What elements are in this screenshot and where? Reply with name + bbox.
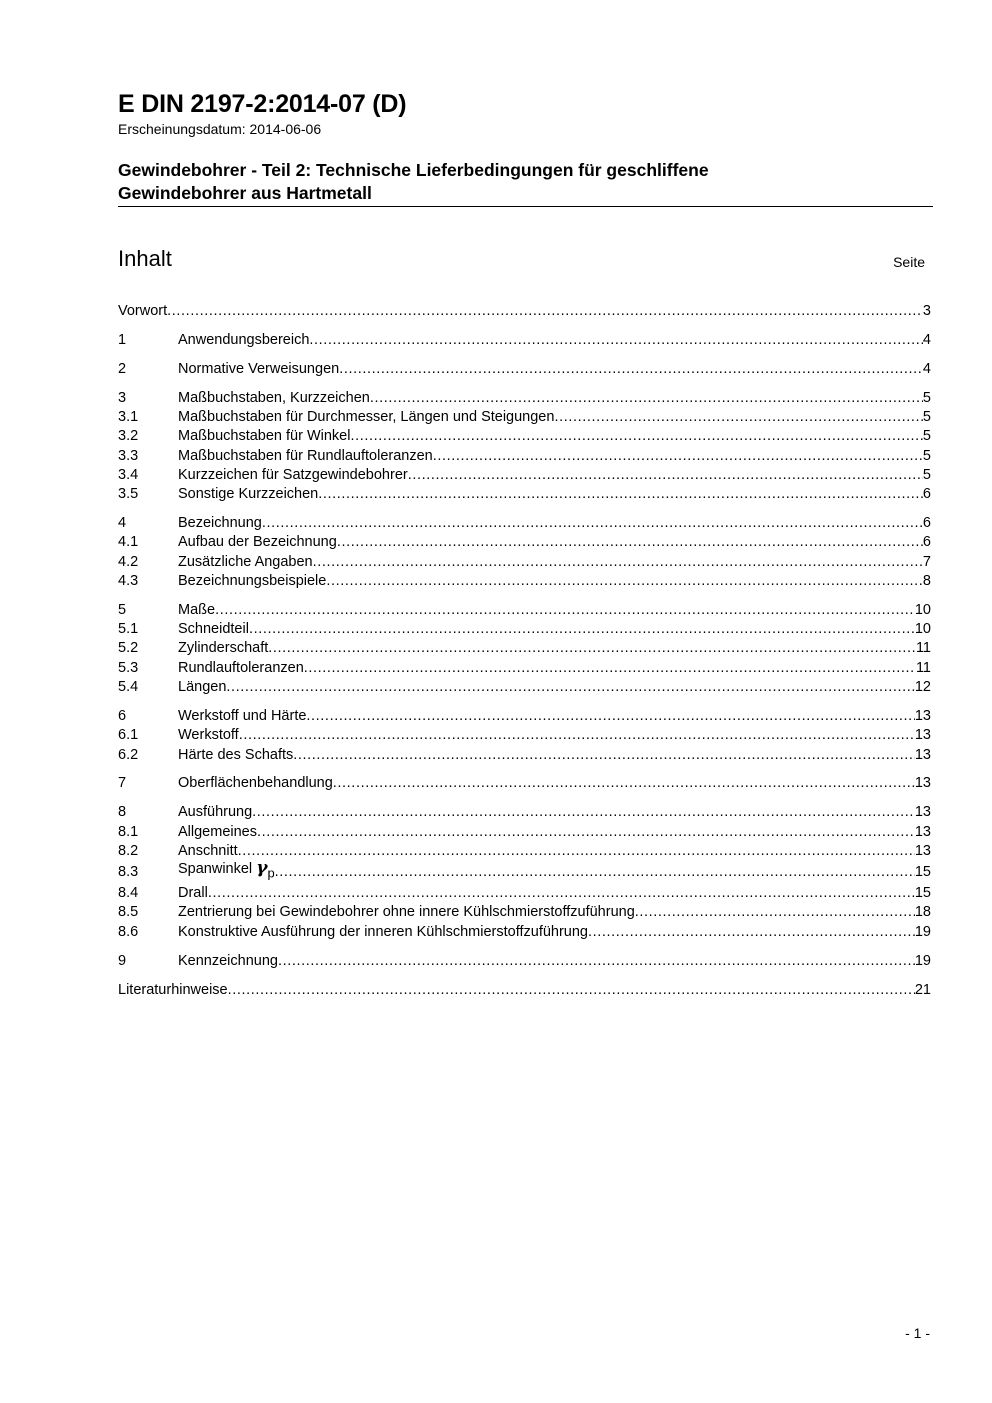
toc-entry-number: 3.5	[118, 486, 139, 503]
toc-entry-page: 13	[914, 823, 931, 840]
toc-entry-number: 4	[118, 515, 127, 532]
toc-entry-number: 5.1	[118, 621, 139, 638]
leader-dots	[309, 331, 923, 350]
toc-entry-page: 5	[922, 389, 931, 406]
leader-dots	[433, 447, 923, 466]
toc-entry-page: 4	[922, 331, 931, 348]
toc-entry-number: 8.5	[118, 904, 139, 921]
toc-entry-page: 12	[914, 679, 931, 696]
toc-entry-page: 13	[914, 842, 931, 859]
toc-entry-text: Zusätzliche Angaben	[178, 553, 313, 570]
toc-entry-text: Literaturhinweise	[118, 981, 228, 998]
toc-entry-page: 10	[914, 621, 931, 638]
toc-entry-8-6[interactable]	[118, 923, 931, 942]
toc-entry-3[interactable]	[118, 389, 931, 408]
toc-entry-number: 6	[118, 707, 127, 724]
leader-dots	[252, 803, 915, 822]
leader-dots	[313, 553, 923, 572]
toc-entry-3-1[interactable]	[118, 408, 931, 427]
toc-entry-page: 5	[922, 466, 931, 483]
toc-entry-8-1[interactable]	[118, 823, 931, 842]
leader-dots	[262, 514, 923, 533]
document-id: E DIN 2197-2:2014-07 (D)	[118, 90, 407, 118]
toc-entry-3-3[interactable]	[118, 447, 931, 466]
toc-entry-number: 5.3	[118, 659, 139, 676]
toc-entry-text: Anschnitt	[178, 842, 238, 859]
leader-dots	[635, 903, 915, 922]
toc-entry-5-2[interactable]	[118, 639, 931, 658]
toc-entry-text: Maßbuchstaben für Durchmesser, Längen und Steigungen	[178, 408, 555, 425]
leader-dots	[339, 360, 923, 379]
toc-entry-number: 8.2	[118, 842, 139, 859]
toc-entry-number: 2	[118, 360, 127, 377]
toc-entry-text: Schneidteil	[178, 621, 249, 638]
toc-entry-number: 3	[118, 389, 127, 406]
toc-entry-8[interactable]	[118, 803, 931, 822]
leader-dots	[293, 746, 915, 765]
leader-dots	[408, 466, 923, 485]
toc-entry-page: 6	[922, 486, 931, 503]
toc-entry-page: 5	[922, 447, 931, 464]
title-line-2: Gewindebohrer aus Hartmetall	[118, 183, 372, 203]
leader-dots	[554, 408, 922, 427]
toc-entry-5-1[interactable]	[118, 620, 931, 639]
toc-entry-text: Normative Verweisungen	[178, 360, 340, 377]
gamma-symbol	[256, 857, 275, 881]
toc-entry-1[interactable]	[118, 331, 931, 350]
toc-entry-8-4[interactable]	[118, 884, 931, 903]
leader-dots	[326, 572, 923, 591]
toc-entry-text: Maßbuchstaben, Kurzzeichen	[178, 389, 370, 406]
toc-entry-9[interactable]	[118, 952, 931, 971]
toc-entry-text: Vorwort	[118, 303, 168, 319]
leader-dots	[318, 485, 923, 504]
toc-entry-page: 11	[915, 659, 931, 676]
toc-entry-number: 3.2	[118, 428, 139, 445]
toc-entry-text	[178, 857, 275, 884]
toc-entry-number: 5.2	[118, 640, 139, 657]
toc-entry-6[interactable]	[118, 707, 931, 726]
toc-entry-text: Ausführung	[178, 804, 253, 821]
toc-entry-literaturhinweise[interactable]	[118, 981, 931, 1000]
toc-entry-number: 8	[118, 804, 127, 821]
toc-entry-3-4[interactable]	[118, 466, 931, 485]
leader-dots	[228, 981, 915, 1000]
toc-entry-text: Werkstoff und Härte	[178, 707, 307, 724]
page-number: - 1 -	[905, 1325, 930, 1341]
leader-dots	[306, 707, 914, 726]
toc-entry-text: Zentrierung bei Gewindebohrer ohne innere Kühlschmierstoffzuführung	[178, 904, 635, 921]
leader-dots	[370, 389, 923, 408]
toc-entry-page: 8	[922, 572, 931, 589]
toc-entry-number: 6.1	[118, 727, 139, 744]
toc-entry-page: 3	[922, 303, 931, 319]
leader-dots	[304, 659, 916, 678]
toc-entry-label: Spanwinkel	[178, 860, 253, 877]
toc-entry-text: Maßbuchstaben für Rundlauftoleranzen	[178, 447, 433, 464]
toc-entry-text: Sonstige Kurzzeichen	[178, 486, 319, 503]
toc-entry-page: 11	[915, 640, 931, 657]
toc-entry-text: Härte des Schafts	[178, 746, 294, 763]
publication-date: Erscheinungsdatum: 2014-06-06	[118, 121, 322, 137]
toc-entry-text: Konstruktive Ausführung der inneren Kühlschmierstoffzuführung	[178, 923, 589, 940]
toc-entry-page: 13	[914, 775, 931, 792]
leader-dots	[337, 533, 923, 552]
toc-entry-page: 19	[914, 923, 931, 940]
leader-dots	[226, 678, 914, 697]
leader-dots	[208, 884, 915, 903]
toc-entry-text: Allgemeines	[178, 823, 257, 840]
leader-dots	[588, 923, 915, 942]
toc-entry-page: 10	[914, 601, 931, 618]
toc-entry-page: 7	[922, 553, 931, 570]
title-line-1: Gewindebohrer - Teil 2: Technische Lieferbedingungen für geschliffene	[118, 160, 709, 180]
toc-entry-4-2[interactable]	[118, 553, 931, 572]
toc-entry-text: Werkstoff	[178, 727, 239, 744]
symbol-subscript: p	[267, 865, 275, 881]
toc-entry-page: 19	[914, 952, 931, 969]
toc-entry-text: Kurzzeichen für Satzgewindebohrer	[178, 466, 408, 483]
toc-entry-number: 4.1	[118, 534, 139, 551]
toc-entry-number: 3.3	[118, 447, 139, 464]
toc-entry-page: 15	[914, 885, 931, 902]
toc-entry-text: Längen	[178, 679, 227, 696]
symbol-gamma: γ	[256, 857, 268, 878]
toc-entry-4-3[interactable]	[118, 572, 931, 591]
toc-entry-page: 13	[914, 804, 931, 821]
toc-entry-3-5[interactable]	[118, 485, 931, 504]
leader-dots	[275, 861, 915, 884]
toc-entry-number: 6.2	[118, 746, 139, 763]
toc-entry-page: 13	[914, 727, 931, 744]
table-of-contents	[118, 302, 931, 1000]
toc-entry-page: 6	[922, 515, 931, 532]
toc-entry-text: Maße	[178, 601, 216, 618]
toc-page-label: Seite	[893, 254, 925, 270]
toc-entry-number: 8.6	[118, 923, 139, 940]
toc-entry-2[interactable]	[118, 360, 931, 379]
title-divider	[118, 206, 933, 207]
toc-entry-text: Kennzeichnung	[178, 952, 278, 969]
toc-heading: Inhalt	[118, 246, 172, 271]
toc-entry-number: 8.1	[118, 823, 139, 840]
toc-entry-6-2[interactable]	[118, 746, 931, 765]
toc-entry-text: Bezeichnungsbeispiele	[178, 572, 327, 589]
toc-entry-number: 4.3	[118, 572, 139, 589]
leader-dots	[350, 427, 922, 446]
toc-entry-8-3[interactable]	[118, 857, 931, 884]
toc-entry-text: Rundlauftoleranzen	[178, 659, 304, 676]
toc-entry-number: 1	[118, 331, 127, 348]
toc-entry-4[interactable]	[118, 514, 931, 533]
leader-dots	[239, 726, 915, 745]
toc-entry-page: 18	[914, 904, 931, 921]
leader-dots	[238, 842, 915, 861]
document-title	[118, 159, 933, 205]
toc-entry-page: 13	[914, 746, 931, 763]
toc-entry-8-5[interactable]	[118, 903, 931, 922]
toc-entry-text: Zylinderschaft	[178, 640, 269, 657]
toc-entry-number: 5.4	[118, 679, 139, 696]
leader-dots	[268, 639, 916, 658]
leader-dots	[257, 823, 915, 842]
toc-entry-3-2[interactable]	[118, 427, 931, 446]
toc-entry-5-4[interactable]	[118, 678, 931, 697]
toc-entry-text: Maßbuchstaben für Winkel	[178, 428, 351, 445]
toc-entry-text: Oberflächenbehandlung	[178, 775, 333, 792]
toc-entry-number: 8.4	[118, 885, 139, 902]
toc-entry-page: 5	[922, 428, 931, 445]
toc-entry-page: 13	[914, 707, 931, 724]
toc-entry-number: 8.3	[118, 864, 139, 881]
leader-dots	[333, 774, 915, 793]
toc-entry-5-3[interactable]	[118, 659, 931, 678]
toc-entry-number: 4.2	[118, 553, 139, 570]
toc-entry-4-1[interactable]	[118, 533, 931, 552]
toc-entry-page: 21	[914, 981, 931, 998]
toc-entry-page: 6	[922, 534, 931, 551]
toc-entry-number: 7	[118, 775, 127, 792]
toc-entry-7[interactable]	[118, 774, 931, 793]
toc-entry-5[interactable]	[118, 601, 931, 620]
toc-entry-text: Drall	[178, 885, 208, 902]
toc-entry-6-1[interactable]	[118, 726, 931, 745]
toc-entry-number: 3.1	[118, 408, 139, 425]
leader-dots	[249, 620, 915, 639]
toc-entry-text: Bezeichnung	[178, 515, 262, 532]
leader-dots	[278, 952, 915, 971]
leader-dots	[167, 302, 923, 321]
toc-entry-vorwort[interactable]	[118, 302, 931, 321]
toc-entry-page: 15	[914, 864, 931, 881]
toc-entry-page: 4	[922, 360, 931, 377]
toc-entry-number: 3.4	[118, 466, 139, 483]
toc-entry-number: 9	[118, 952, 127, 969]
toc-entry-text: Aufbau der Bezeichnung	[178, 534, 337, 551]
toc-entry-page: 5	[922, 408, 931, 425]
toc-entry-number: 5	[118, 601, 127, 618]
leader-dots	[215, 601, 915, 620]
toc-entry-text: Anwendungsbereich	[178, 331, 310, 348]
